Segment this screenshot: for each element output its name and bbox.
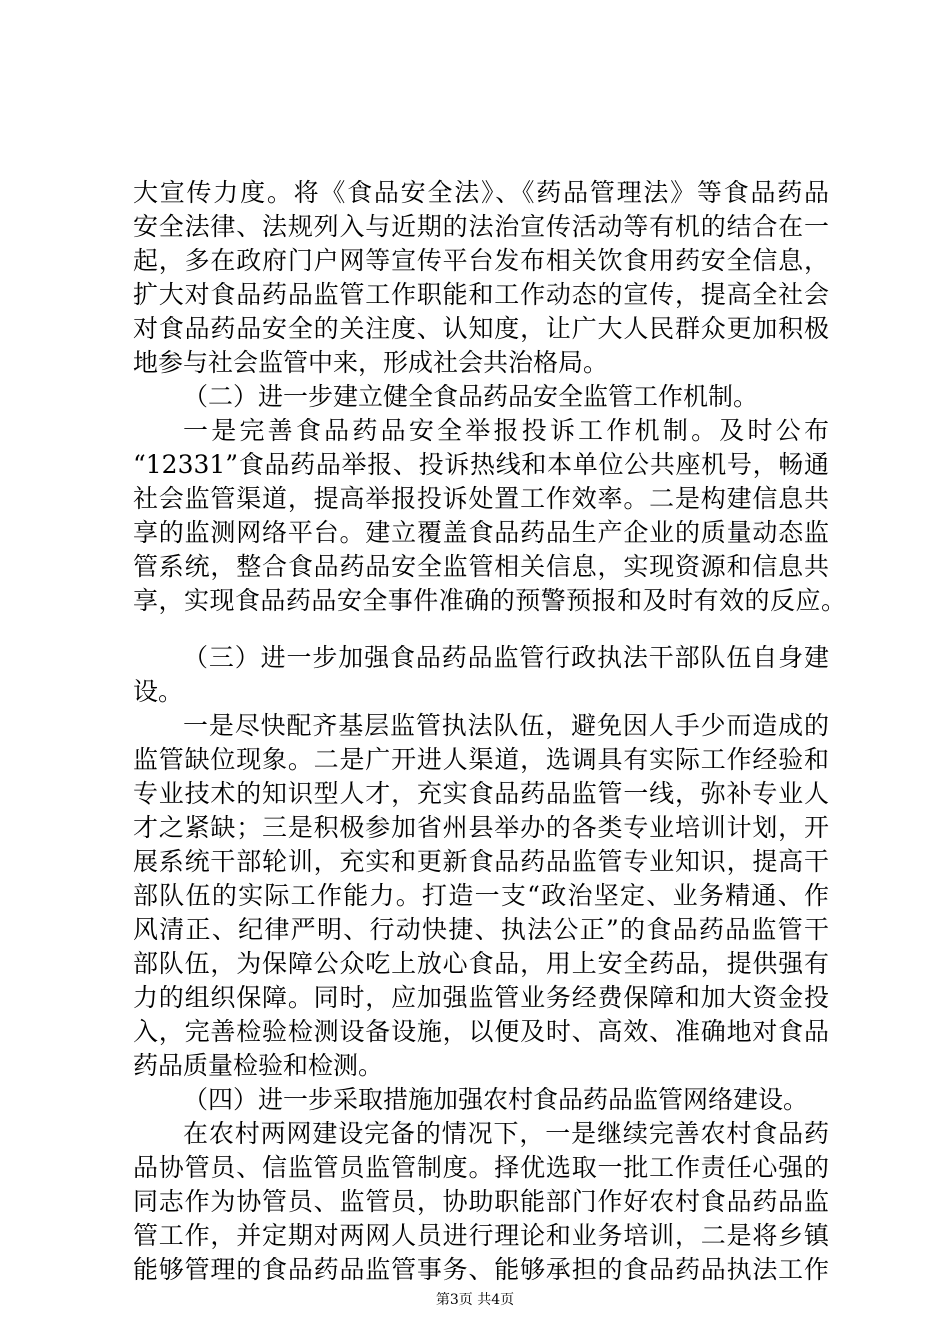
- text-line: 同志作为协管员、监管员，协助职能部门作好农村食品药品监: [133, 1187, 829, 1216]
- text-line: 享的监测网络平台。建立覆盖食品药品生产企业的质量动态监: [133, 518, 829, 547]
- text-line: 享，实现食品药品安全事件准确的预警预报和及时有效的反应。: [133, 586, 846, 615]
- section-heading: 设。: [133, 677, 184, 706]
- text-line: 起，多在政府门户网等宣传平台发布相关饮食用药安全信息，: [133, 246, 829, 275]
- text-line: 入，完善检验检测设备设施，以便及时、高效、准确地对食品: [133, 1017, 829, 1046]
- text-line: 专业技术的知识型人才，充实食品药品监管一线，弥补专业人: [133, 779, 829, 808]
- text-line: 部队伍的实际工作能力。打造一支“政治坚定、业务精通、作: [133, 881, 829, 910]
- text-line: 扩大对食品药品监管工作职能和工作动态的宣传，提高全社会: [133, 280, 829, 309]
- text-line: 在农村两网建设完备的情况下，一是继续完善农村食品药: [183, 1119, 829, 1148]
- text-line: 大宣传力度。将《食品安全法》、《药品管理法》等食品药品: [133, 178, 829, 207]
- section-heading: （三）进一步加强食品药品监管行政执法干部队伍自身建: [183, 643, 829, 672]
- section-heading: （二）进一步建立健全食品药品安全监管工作机制。: [183, 382, 759, 411]
- text-line: 展系统干部轮训，充实和更新食品药品监管专业知识，提高干: [133, 847, 829, 876]
- page-number: 第3页 共4页: [435, 1292, 515, 1308]
- text-line: 监管缺位现象。二是广开进人渠道，选调具有实际工作经验和: [133, 745, 829, 774]
- text-line: 品协管员、信监管员监管制度。择优选取一批工作责任心强的: [133, 1153, 829, 1182]
- text-line: 社会监管渠道，提高举报投诉处置工作效率。二是构建信息共: [133, 484, 829, 513]
- text-line: 安全法律、法规列入与近期的法治宣传活动等有机的结合在一: [133, 212, 829, 241]
- text-line: 一是尽快配齐基层监管执法队伍，避免因人手少而造成的: [183, 711, 829, 740]
- text-line: 能够管理的食品药品监管事务、能够承担的食品药品执法工作: [133, 1255, 829, 1284]
- text-line: 地参与社会监管中来，形成社会共治格局。: [133, 348, 609, 377]
- text-line: 管工作，并定期对两网人员进行理论和业务培训，二是将乡镇: [133, 1221, 829, 1250]
- text-line: 部队伍，为保障公众吃上放心食品，用上安全药品，提供强有: [133, 949, 829, 978]
- text-line: “12331”食品药品举报、投诉热线和本单位公共座机号，畅通: [133, 450, 829, 479]
- text-line: 一是完善食品药品安全举报投诉工作机制。及时公布: [183, 416, 829, 445]
- text-line: 力的组织保障。同时，应加强监管业务经费保障和加大资金投: [133, 983, 829, 1012]
- section-heading: （四）进一步采取措施加强农村食品药品监管网络建设。: [183, 1085, 809, 1114]
- text-line: 药品质量检验和检测。: [133, 1051, 384, 1080]
- text-line: 才之紧缺；三是积极参加省州县举办的各类专业培训计划，开: [133, 813, 829, 842]
- text-line: 管系统，整合食品药品安全监管相关信息，实现资源和信息共: [133, 552, 829, 581]
- text-line: 对食品药品安全的关注度、认知度，让广大人民群众更加积极: [133, 314, 829, 343]
- text-line: 风清正、纪律严明、行动快捷、执法公正”的食品药品监管干: [133, 915, 829, 944]
